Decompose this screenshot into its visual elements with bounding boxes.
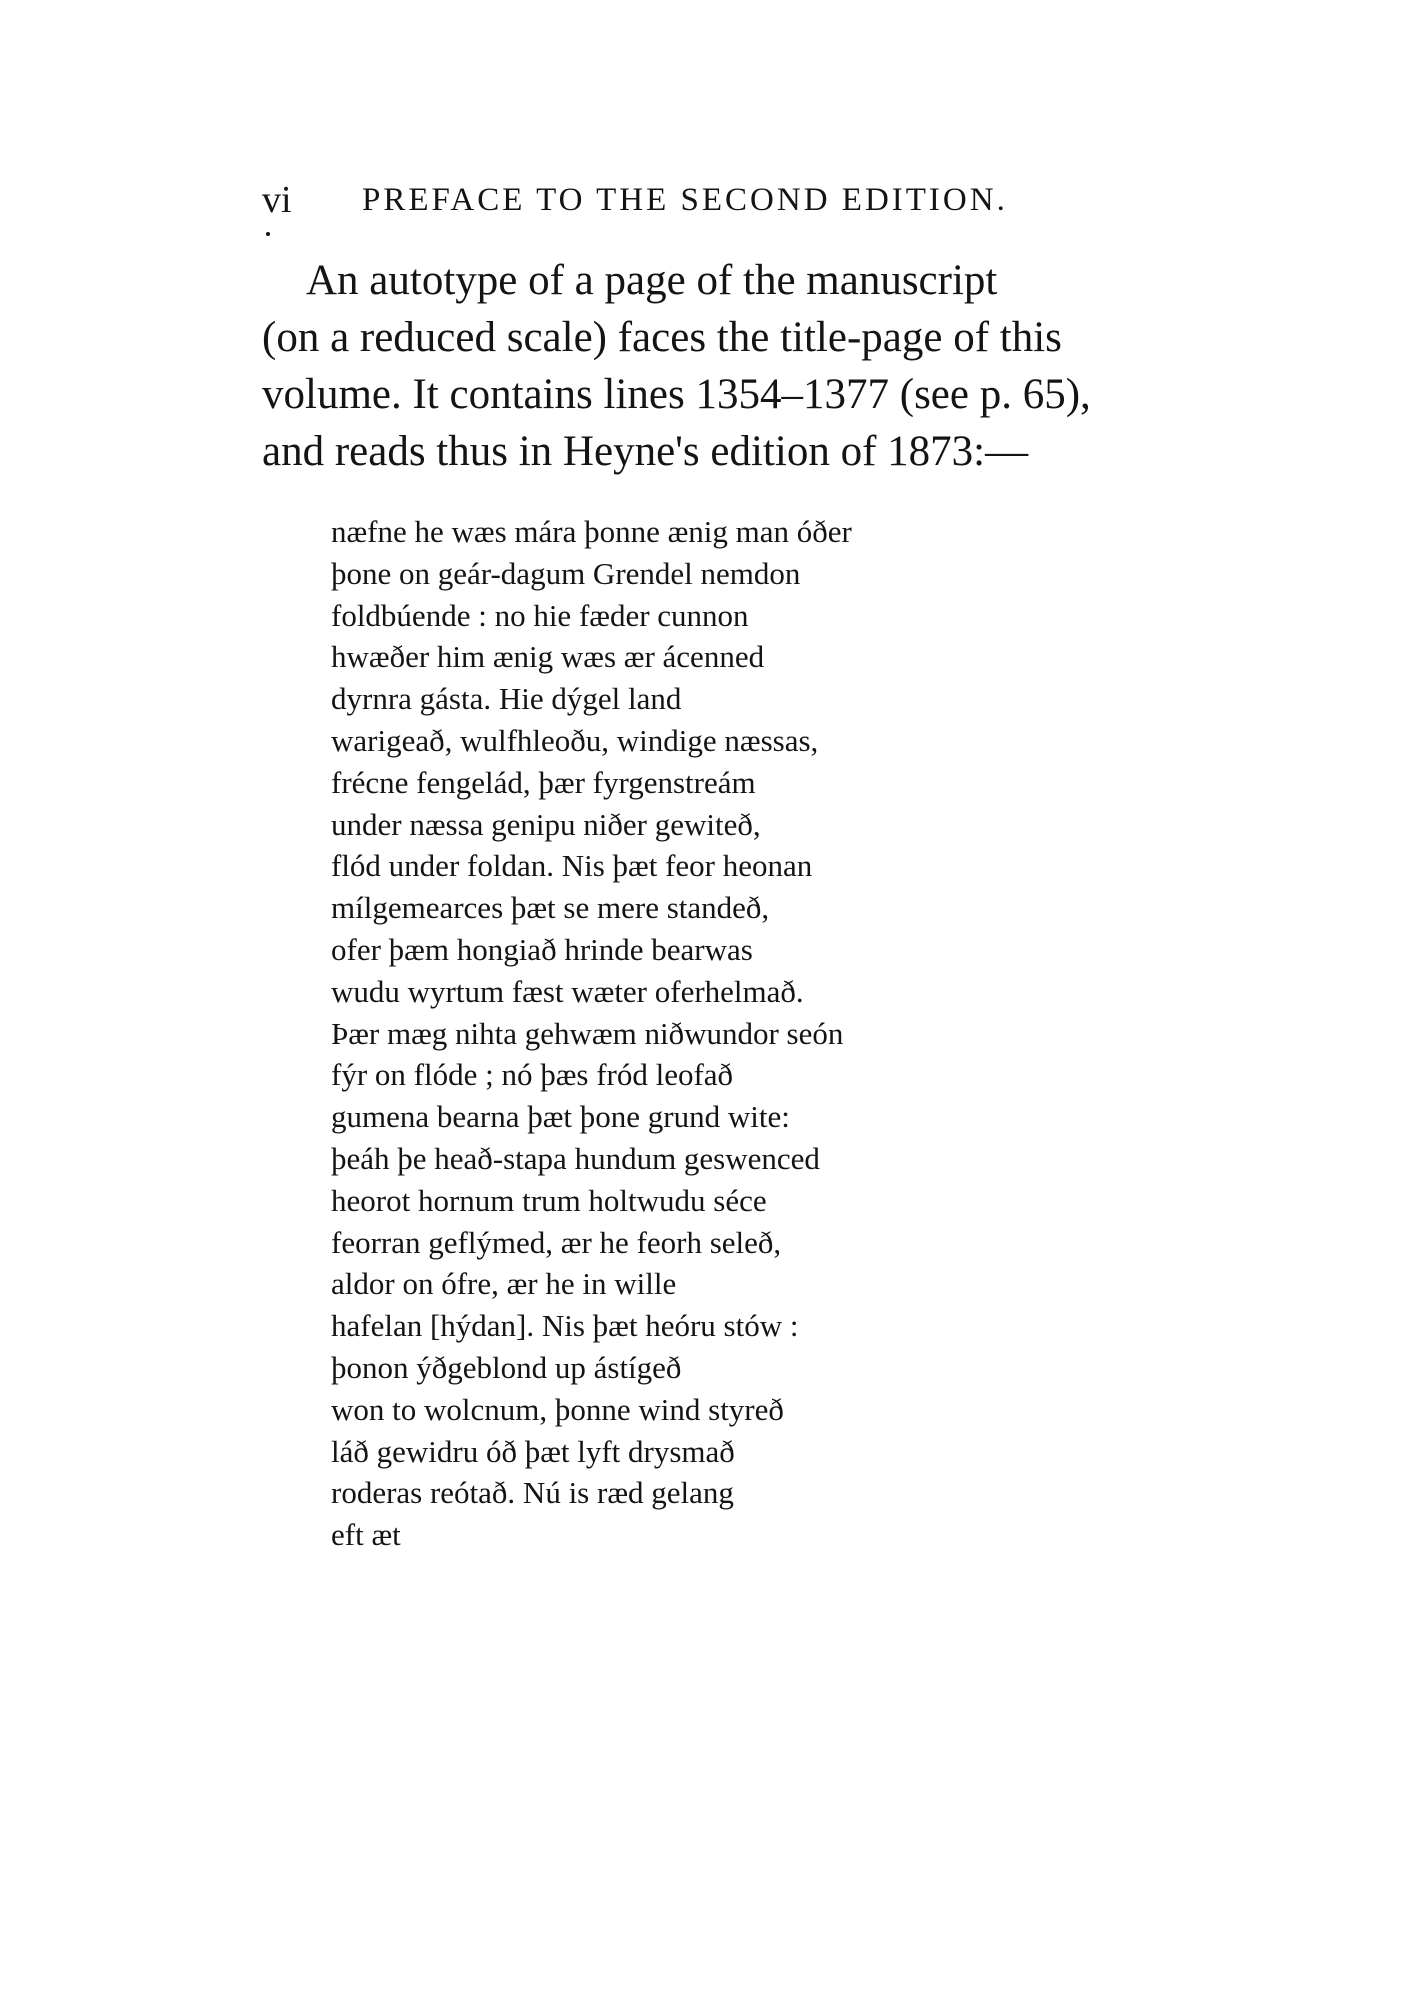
verse-line: næfne he wæs mára þonne ænig man óðer — [331, 514, 852, 549]
verse-line: won to wolcnum, þonne wind styreð — [331, 1391, 784, 1427]
verse-line: roderas reótað. Nú is ræd gelang — [331, 1475, 734, 1511]
verse-line: þonon ýðgeblond up ástígeð — [331, 1349, 682, 1385]
verse-line: fýr on flóde ; nó þæs fród leofað — [331, 1057, 734, 1093]
running-title: PREFACE TO THE SECOND EDITION. — [362, 182, 1008, 218]
verse-line: warigeað, wulfhleoðu, windige næssas, — [331, 722, 819, 758]
verse-line: foldbúende : no hie fæder cunnon — [331, 597, 749, 633]
verse-line: dyrnra gásta. Hie dýgel land — [331, 681, 682, 717]
verse-line: þone on geár-dagum Grendel nemdon — [331, 555, 801, 591]
verse-line: þeáh þe heað-stapa hundum geswenced — [331, 1140, 820, 1176]
verse-line: hwæðer him ænig wæs ær ácenned — [331, 639, 765, 675]
verse-line: hafelan [hýdan]. Nis þæt heóru stów : — [331, 1308, 799, 1344]
verse-line: feorran geflýmed, ær he feorh seleð, — [331, 1224, 782, 1260]
intro-line: and reads thus in Heyne's edition of 1873:— — [262, 428, 1029, 475]
ink-speck — [266, 232, 270, 236]
verse-line: Þær mæg nihta gehwæm niðwundor seón — [331, 1015, 844, 1051]
intro-line: (on a reduced scale) faces the title-page of this — [262, 314, 1062, 361]
intro-line: volume. It contains lines 1354–1377 (see p. 65), — [262, 371, 1091, 418]
quoted-verse — [331, 511, 1031, 1556]
verse-line: under næssa genipu niðer gewiteð, — [331, 806, 761, 842]
verse-line: aldor on ófre, ær he in wille — [331, 1266, 677, 1302]
verse-line: gumena bearna þæt þone grund wite: — [331, 1099, 790, 1135]
verse-line: ofer þæm hongiað hrinde bearwas — [331, 931, 753, 967]
verse-line: wudu wyrtum fæst wæter oferhelmað. — [331, 973, 804, 1009]
verse-line: flód under foldan. Nis þæt feor heonan — [331, 848, 813, 884]
intro-paragraph — [262, 252, 1150, 480]
verse-line: heorot hornum trum holtwudu sécе — [331, 1182, 767, 1218]
verse-line: mílgemearces þæt se mere standeð, — [331, 890, 770, 926]
running-head — [262, 178, 1062, 222]
verse-line: eft æt — [331, 1517, 401, 1553]
verse-line: frécne fengelád, þær fyrgenstreám — [331, 764, 756, 800]
page-number: vi — [262, 179, 292, 221]
verse-line: láð gewidru óð þæt lyft drysmað — [331, 1433, 735, 1469]
intro-line: An autotype of a page of the manuscript — [306, 257, 998, 304]
